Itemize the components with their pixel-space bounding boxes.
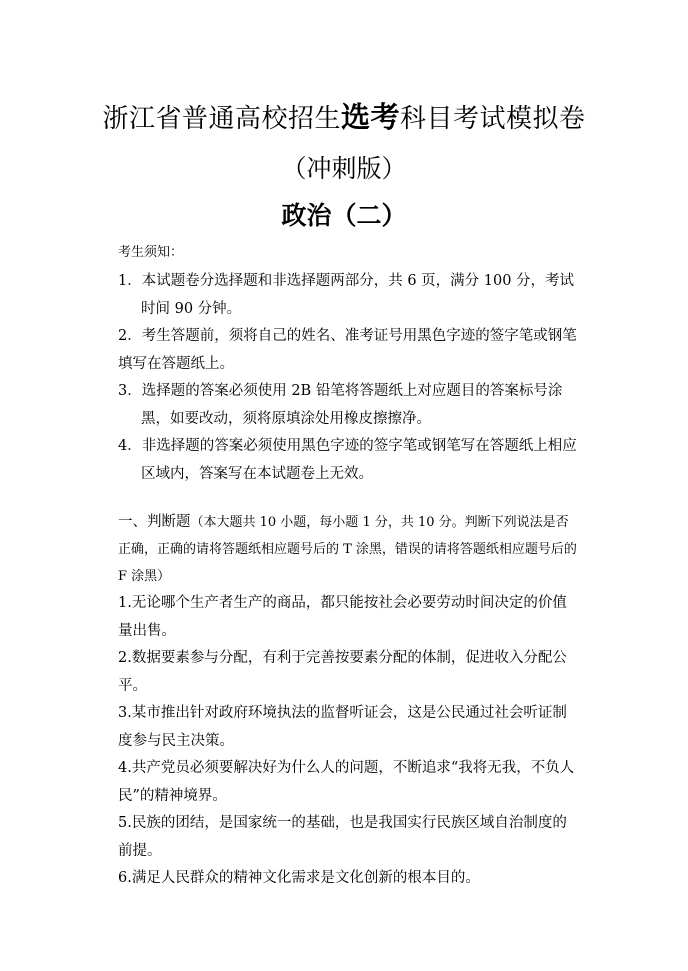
exam-title	[0, 100, 688, 136]
title-part-1: 浙江省普通高校招生	[102, 104, 341, 134]
section-spacer	[118, 488, 578, 509]
section-label: 一、判断题	[118, 514, 191, 530]
exam-subtitle: （冲刺版）	[281, 154, 407, 183]
title-part-2: 科目考试模拟卷	[400, 104, 586, 134]
question-5: 5.民族的团结，是国家统一的基础，也是我国实行民族区域自治制度的前提。	[118, 815, 567, 859]
question-4: 4.共产党员必须要解决好为什么人的问题，不断追求“我将无我，不负人民”的精神境界。	[118, 760, 575, 804]
notice-item-1: 1．本试题卷分选择题和非选择题两部分，共 6 页，满分 100 分，考试时间 90 分钟。	[118, 273, 575, 317]
exam-subject: 政治（二）	[281, 201, 407, 230]
notice-item-2: 2．考生答题前，须将自己的姓名、准考证号用黑色字迹的签字笔或钢笔填写在答题纸上。	[118, 328, 577, 372]
question-6: 6.满足人民群众的精神文化需求是文化创新的根本目的。	[118, 870, 480, 886]
question-1: 1.无论哪个生产者生产的商品，都只能按社会必要劳动时间决定的价值量出售。	[118, 595, 567, 639]
notice-item-4: 4．非选择题的答案必须使用黑色字迹的签字笔或钢笔写在答题纸上相应区域内，答案写在本试题卷上无效。	[118, 438, 577, 482]
title-emphasis: 选考	[340, 100, 400, 134]
section-instructions: （本大题共 10 小题，每小题 1 分，共 10 分。判断下列说法是否正确，正确的请将答题纸相应题号后的 T 涂黑，错误的请将答题纸相应题号后的 F 涂黑）	[118, 515, 577, 584]
notice-item-3: 3．选择题的答案必须使用 2B 铅笔将答题纸上对应题目的答案标号涂黑，如要改动，须将原填涂处用橡皮擦擦净。	[118, 383, 563, 427]
exam-body	[118, 242, 578, 893]
question-3: 3.某市推出针对政府环境执法的监督听证会，这是公民通过社会听证制度参与民主决策。	[118, 705, 567, 749]
section-heading	[118, 509, 578, 590]
notice-title: 考生须知：	[118, 245, 184, 260]
question-2: 2.数据要素参与分配，有利于完善按要素分配的体制，促进收入分配公平。	[118, 650, 567, 694]
